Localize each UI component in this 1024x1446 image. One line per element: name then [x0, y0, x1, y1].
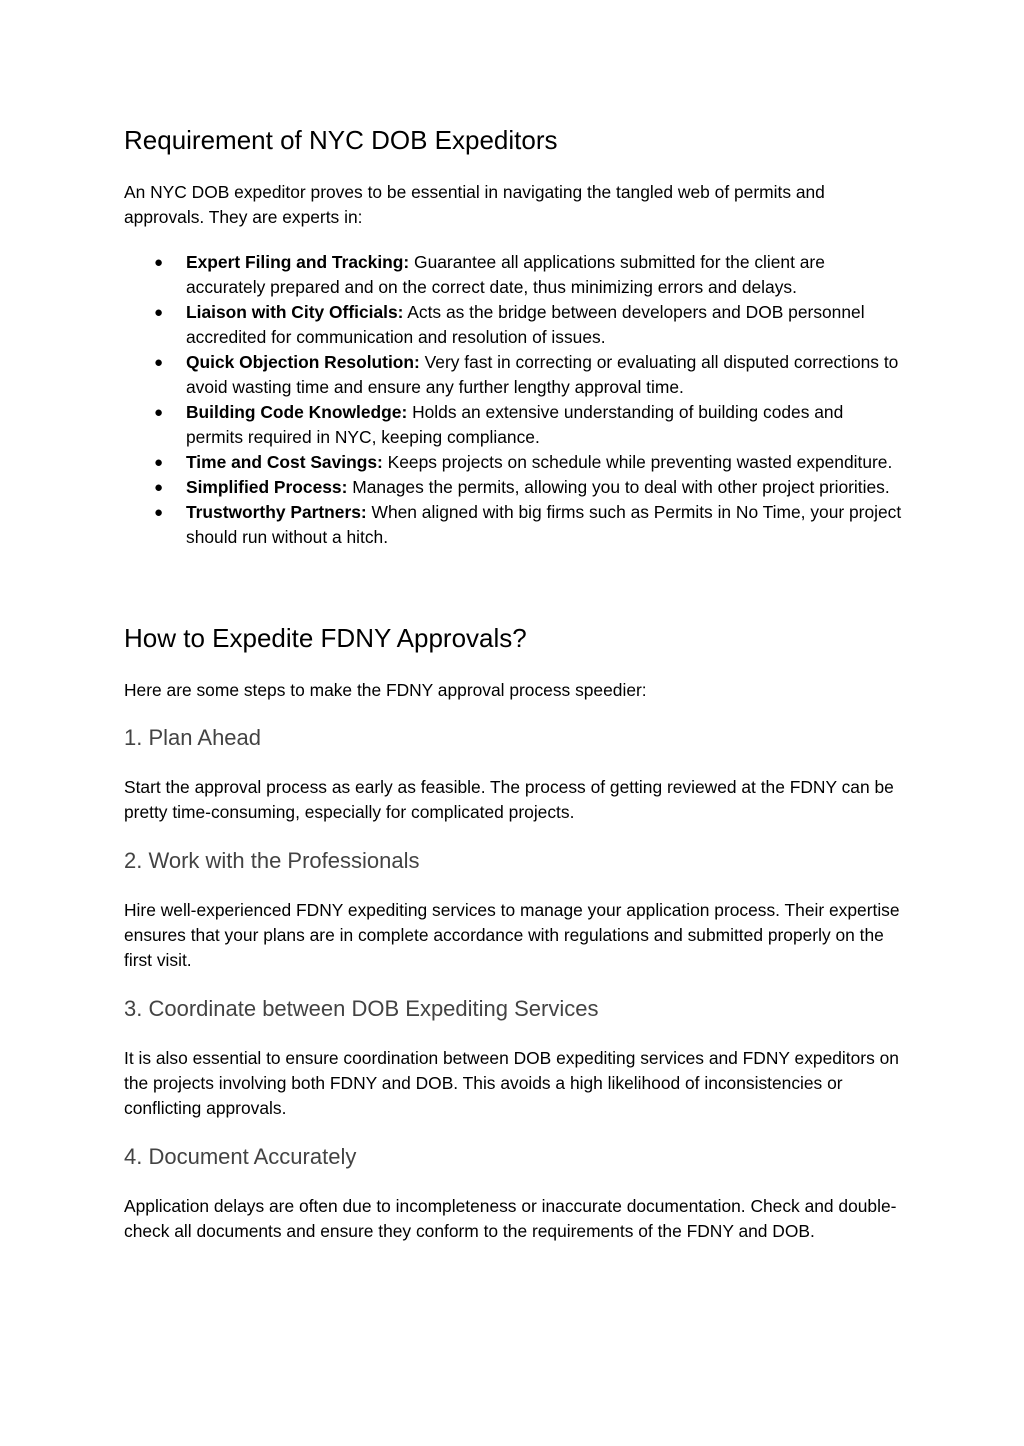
step-body: Start the approval process as early as feasible. The process of getting reviewed at the FDNY can be pretty time-consuming, especially for complicated projects.: [124, 777, 894, 822]
bullet-icon: ●: [154, 404, 164, 421]
bullet-icon: ●: [154, 479, 164, 496]
list-item: [124, 400, 904, 450]
bullet-text: Acts as the bridge between developers and DOB personnel accredited for communication and resolution of issues.: [186, 302, 865, 347]
bullet-icon: ●: [154, 254, 164, 271]
bullet-text: Keeps projects on schedule while preventing wasted expenditure.: [382, 452, 893, 472]
fdny-intro-paragraph: Here are some steps to make the FDNY approval process speedier:: [124, 680, 647, 700]
bullet-term: Time and Cost Savings:: [186, 452, 383, 472]
bullet-text: Manages the permits, allowing you to deal with other project priorities.: [347, 477, 890, 497]
list-item: [124, 500, 904, 550]
bullet-text: Very fast in correcting or evaluating all disputed corrections to avoid wasting time and ensure any further lengthy approval time.: [186, 352, 899, 397]
bullet-text: Holds an extensive understanding of building codes and permits required in NYC, keeping compliance.: [186, 402, 844, 447]
step-body: Application delays are often due to incompleteness or inaccurate documentation. Check and double-check all documents and ensure they conform to the requirements of the FDNY and DOB.: [124, 1196, 897, 1241]
bullet-term: Trustworthy Partners:: [186, 502, 367, 522]
bullet-term: Simplified Process:: [186, 477, 348, 497]
bullet-term: Liaison with City Officials:: [186, 302, 404, 322]
list-item: [124, 250, 904, 300]
bullet-icon: ●: [154, 304, 164, 321]
list-item: [124, 475, 904, 500]
list-item: [124, 450, 904, 475]
bullet-icon: ●: [154, 454, 164, 471]
step-heading: 2. Work with the Professionals: [124, 848, 420, 873]
step-heading: 4. Document Accurately: [124, 1144, 357, 1169]
list-item: [124, 350, 904, 400]
bullet-term: Quick Objection Resolution:: [186, 352, 420, 372]
step-body: Hire well-experienced FDNY expediting services to manage your application process. Their expertise ensures that your plans are in complete accordance with regulations and submitted properly on the first visit.: [124, 900, 900, 970]
bullet-text: When aligned with big firms such as Permits in No Time, your project should run without a hitch.: [186, 502, 902, 547]
step-heading: 3. Coordinate between DOB Expediting Services: [124, 996, 599, 1021]
section-title-fdny: How to Expedite FDNY Approvals?: [124, 623, 527, 653]
bullet-icon: ●: [154, 504, 164, 521]
bullet-icon: ●: [154, 354, 164, 371]
expertise-list: [124, 250, 904, 550]
step-heading: 1. Plan Ahead: [124, 725, 262, 750]
step-body: It is also essential to ensure coordination between DOB expediting services and FDNY expeditors on the projects involving both FDNY and DOB. This avoids a high likelihood of inconsistencies or conflicting approvals.: [124, 1048, 899, 1118]
list-item: [124, 300, 904, 350]
bullet-text: Guarantee all applications submitted for the client are accurately prepared and on the correct date, thus minimizing errors and delays.: [186, 252, 825, 297]
section-title-expeditors: Requirement of NYC DOB Expeditors: [124, 125, 558, 155]
bullet-term: Expert Filing and Tracking:: [186, 252, 410, 272]
bullet-term: Building Code Knowledge:: [186, 402, 408, 422]
intro-paragraph: An NYC DOB expeditor proves to be essential in navigating the tangled web of permits and approvals. They are experts in:: [124, 182, 825, 227]
